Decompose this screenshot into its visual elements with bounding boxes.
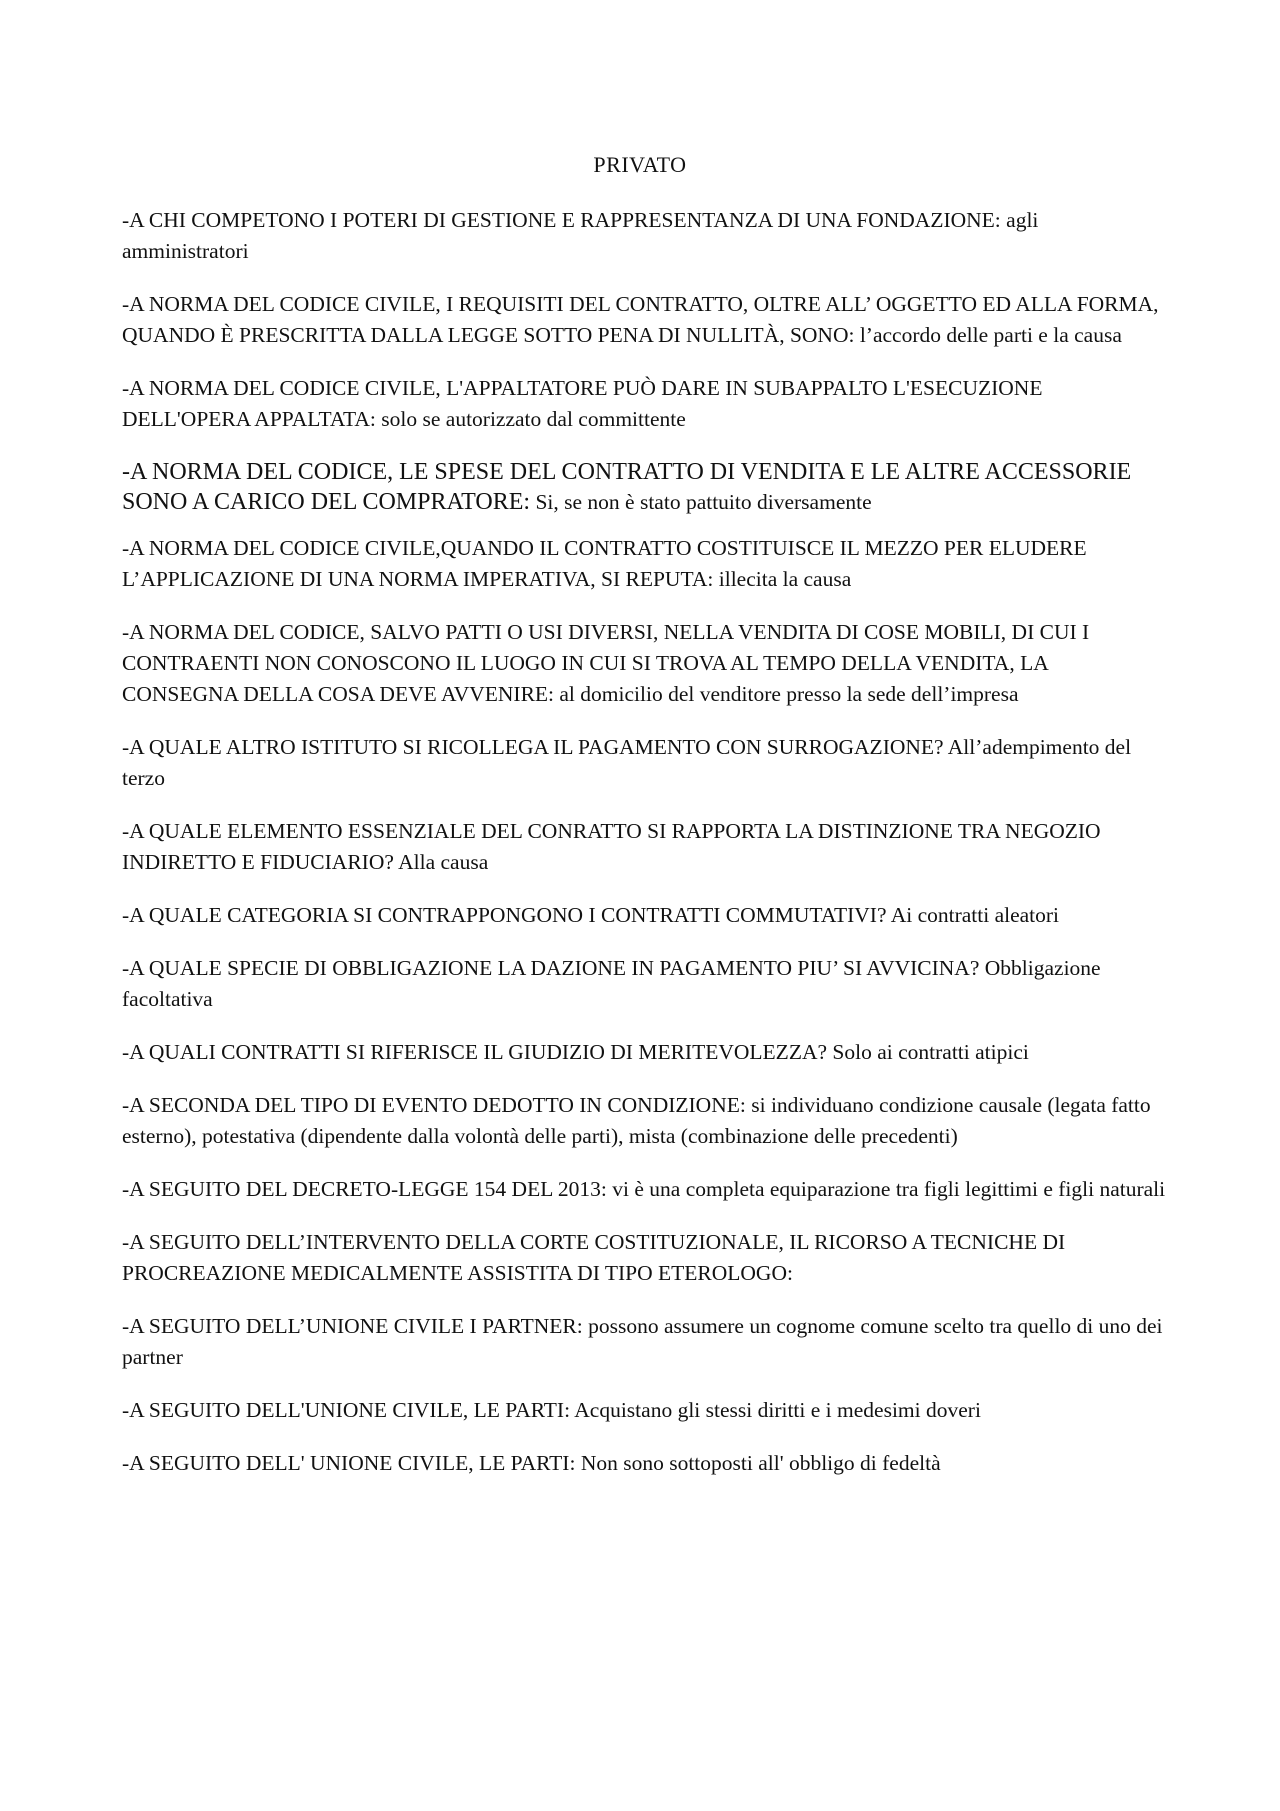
answer-text: l’accordo delle parti e la causa bbox=[854, 323, 1122, 347]
question-text: -A QUALE SPECIE DI OBBLIGAZIONE LA DAZIONE IN PAGAMENTO PIU’ SI AVVICINA? bbox=[122, 956, 980, 980]
list-item bbox=[122, 816, 1167, 878]
answer-text: Si, se non è stato pattuito diversamente bbox=[530, 490, 872, 514]
question-text: -A QUALE ELEMENTO ESSENZIALE DEL CONRATTO SI RAPPORTA LA DISTINZIONE TRA NEGOZIO INDIRETTO E FIDUCIARIO? bbox=[122, 819, 1101, 874]
question-text: -A SEGUITO DEL DECRETO-LEGGE 154 DEL 2013: bbox=[122, 1177, 607, 1201]
question-text: -A SEGUITO DELL’INTERVENTO DELLA CORTE COSTITUZIONALE, IL RICORSO A TECNICHE DI PROCREAZIONE MEDICALMENTE ASSISTITA DI TIPO ETEROLOGO: bbox=[122, 1230, 1066, 1285]
list-item bbox=[122, 1395, 1167, 1426]
answer-text: si individuano condizione causale (legata fatto esterno), potestativa (dipendente dalla volontà delle parti), mista (combinazione delle precedenti) bbox=[122, 1093, 1151, 1148]
answer-text: agli amministratori bbox=[122, 208, 1039, 263]
question-text: -A NORMA DEL CODICE CIVILE, L'APPALTATORE PUÒ DARE IN SUBAPPALTO L'ESECUZIONE DELL'OPERA APPALTATA: bbox=[122, 376, 1043, 431]
question-text: -A SEGUITO DELL' UNIONE CIVILE, LE PARTI: bbox=[122, 1451, 576, 1475]
question-text: -A SECONDA DEL TIPO DI EVENTO DEDOTTO IN CONDIZIONE: bbox=[122, 1093, 746, 1117]
answer-text: Ai contratti aleatori bbox=[886, 903, 1060, 927]
list-item bbox=[122, 373, 1167, 435]
answer-text: solo se autorizzato dal committente bbox=[375, 407, 686, 431]
list-item bbox=[122, 1448, 1167, 1479]
list-item bbox=[122, 289, 1167, 351]
question-text: -A NORMA DEL CODICE, SALVO PATTI O USI DIVERSI, NELLA VENDITA DI COSE MOBILI, DI CUI I CONTRAENTI NON CONOSCONO IL LUOGO IN CUI SI TROVA AL TEMPO DELLA VENDITA, LA CONSEGNA DELLA COSA DEVE AVVENIRE: bbox=[122, 620, 1090, 706]
answer-text: vi è una completa equiparazione tra figli legittimi e figli naturali bbox=[606, 1177, 1166, 1201]
list-item bbox=[122, 617, 1167, 710]
list-item bbox=[122, 900, 1167, 931]
list-item bbox=[122, 732, 1167, 794]
list-item bbox=[122, 1090, 1167, 1152]
page-title: PRIVATO bbox=[593, 152, 687, 177]
question-text: -A QUALE ALTRO ISTITUTO SI RICOLLEGA IL PAGAMENTO CON SURROGAZIONE? bbox=[122, 735, 944, 759]
answer-text: al domicilio del venditore presso la sede dell’impresa bbox=[554, 682, 1019, 706]
list-item bbox=[122, 457, 1167, 517]
question-text: -A SEGUITO DELL’UNIONE CIVILE I PARTNER: bbox=[122, 1314, 583, 1338]
answer-text: Solo ai contratti atipici bbox=[827, 1040, 1029, 1064]
question-text: -A NORMA DEL CODICE CIVILE, I REQUISITI DEL CONTRATTO, OLTRE ALL’ OGGETTO ED ALLA FORMA, QUANDO È PRESCRITTA DALLA LEGGE SOTTO PENA DI NULLITÀ, SONO: bbox=[122, 292, 1159, 347]
list-item bbox=[122, 1037, 1167, 1068]
question-text: -A CHI COMPETONO I POTERI DI GESTIONE E RAPPRESENTANZA DI UNA FONDAZIONE: bbox=[122, 208, 1001, 232]
answer-text: possono assumere un cognome comune scelto tra quello di uno dei partner bbox=[122, 1314, 1163, 1369]
list-item bbox=[122, 1311, 1167, 1373]
question-text: -A SEGUITO DELL'UNIONE CIVILE, LE PARTI: bbox=[122, 1398, 571, 1422]
answer-text: Obbligazione facoltativa bbox=[122, 956, 1101, 1011]
answer-text: Non sono sottoposti all' obbligo di fedeltà bbox=[575, 1451, 941, 1475]
answer-text: All’adempimento del terzo bbox=[122, 735, 1132, 790]
list-item bbox=[122, 205, 1167, 267]
question-text: -A NORMA DEL CODICE CIVILE,QUANDO IL CONTRATTO COSTITUISCE IL MEZZO PER ELUDERE L’APPLICAZIONE DI UNA NORMA IMPERATIVA, SI REPUTA: bbox=[122, 536, 1087, 591]
question-text: -A NORMA DEL CODICE, LE SPESE DEL CONTRATTO DI VENDITA E LE ALTRE ACCESSORIE SONO A CARICO DEL COMPRATORE: bbox=[122, 459, 1132, 515]
question-text: -A QUALI CONTRATTI SI RIFERISCE IL GIUDIZIO DI MERITEVOLEZZA? bbox=[122, 1040, 828, 1064]
list-item bbox=[122, 533, 1167, 595]
entries-list bbox=[122, 205, 1167, 1501]
list-item bbox=[122, 1174, 1167, 1205]
answer-text: illecita la causa bbox=[713, 567, 852, 591]
list-item bbox=[122, 953, 1167, 1015]
list-item bbox=[122, 1227, 1167, 1289]
question-text: -A QUALE CATEGORIA SI CONTRAPPONGONO I CONTRATTI COMMUTATIVI? bbox=[122, 903, 887, 927]
answer-text: Alla causa bbox=[393, 850, 489, 874]
answer-text: Acquistano gli stessi diritti e i medesimi doveri bbox=[570, 1398, 981, 1422]
